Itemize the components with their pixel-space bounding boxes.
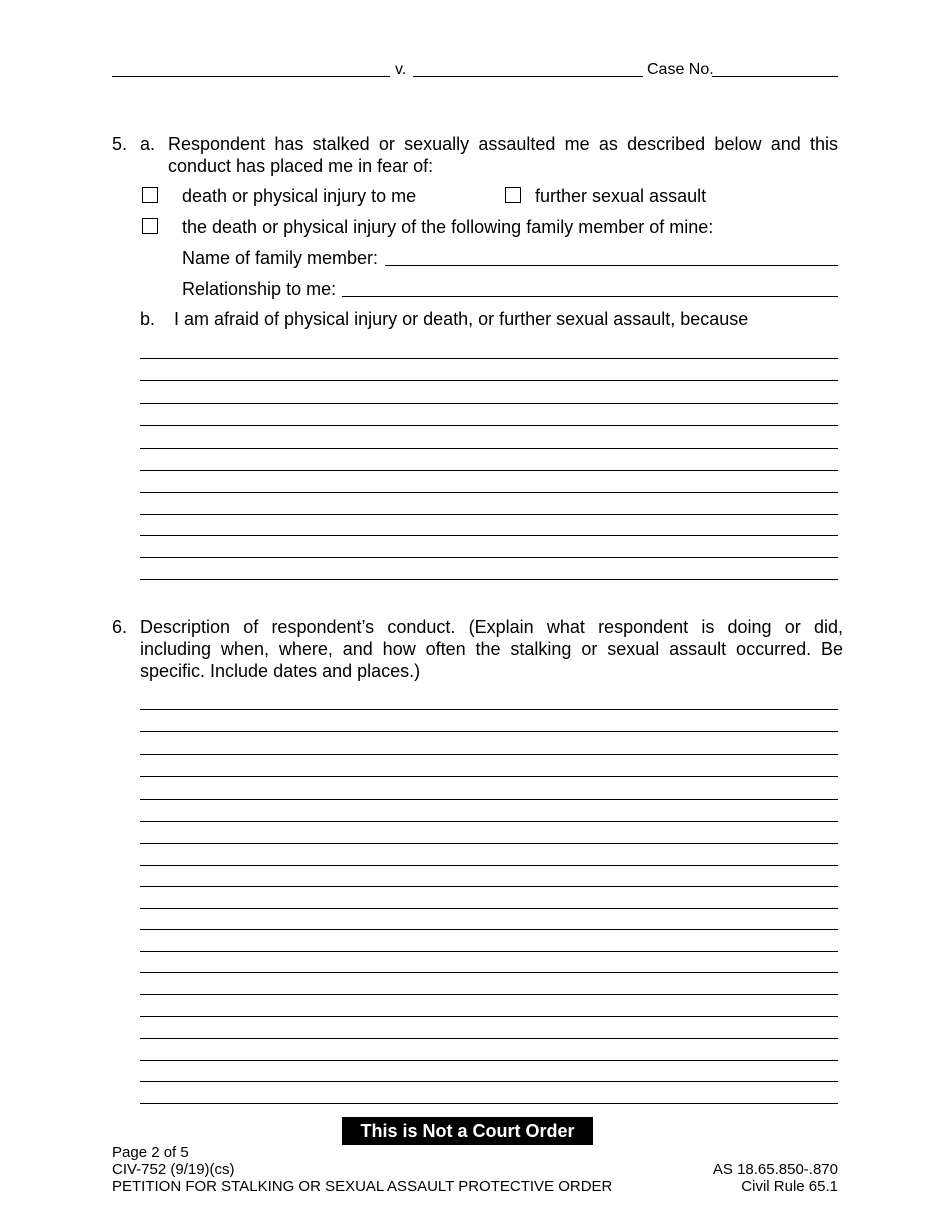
section-5b-text: I am afraid of physical injury or death, or further sexual assault, because: [174, 309, 749, 329]
section-6-line-2: including when, where, and how often the stalking or sexual assault occurred. Be: [140, 639, 843, 659]
answer-line[interactable]: [140, 754, 838, 755]
answer-line[interactable]: [140, 929, 838, 930]
respondent-name-field[interactable]: [413, 76, 643, 77]
answer-line[interactable]: [140, 731, 838, 732]
answer-line[interactable]: [140, 492, 838, 493]
answer-line[interactable]: [140, 1081, 838, 1082]
not-court-order-banner: This is Not a Court Order: [342, 1117, 593, 1145]
answer-line[interactable]: [140, 470, 838, 471]
option-further-sexual-assault-label: further sexual assault: [535, 186, 707, 206]
section-5a-line-2: conduct has placed me in fear of:: [168, 156, 434, 176]
answer-line[interactable]: [140, 951, 838, 952]
answer-line[interactable]: [140, 403, 838, 404]
footer-form-code: CIV-752 (9/19)(cs): [112, 1161, 235, 1178]
footer-page-number: Page 2 of 5: [112, 1144, 189, 1161]
answer-line[interactable]: [140, 1038, 838, 1039]
family-member-name-label: Name of family member:: [182, 248, 379, 268]
section-5a-line-1: Respondent has stalked or sexually assaulted me as described below and this: [168, 134, 838, 154]
option-death-injury-me-label: death or physical injury to me: [182, 186, 417, 206]
section-5-number: 5.: [112, 134, 128, 154]
checkbox-family-member[interactable]: [142, 218, 158, 234]
answer-line[interactable]: [140, 557, 838, 558]
answer-line[interactable]: [140, 425, 838, 426]
relationship-field[interactable]: [342, 296, 838, 297]
section-5b-label: b.: [140, 309, 156, 329]
petitioner-name-field[interactable]: [112, 76, 390, 77]
option-family-member-label: the death or physical injury of the following family member of mine:: [182, 217, 714, 237]
case-no-label: Case No.: [647, 61, 714, 78]
answer-line[interactable]: [140, 843, 838, 844]
section-5a-label: a.: [140, 134, 156, 154]
answer-line[interactable]: [140, 1060, 838, 1061]
section-5a-text: [168, 133, 838, 177]
answer-line[interactable]: [140, 1016, 838, 1017]
section-6-text: [140, 616, 843, 682]
section-6-number: 6.: [112, 617, 128, 637]
answer-line[interactable]: [140, 1103, 838, 1104]
versus-label: v.: [395, 61, 407, 78]
section-6-line-3: specific. Include dates and places.): [140, 661, 421, 681]
family-member-name-field[interactable]: [385, 265, 838, 266]
answer-line[interactable]: [140, 448, 838, 449]
answer-line[interactable]: [140, 821, 838, 822]
answer-line[interactable]: [140, 908, 838, 909]
case-no-field[interactable]: [712, 76, 838, 77]
answer-line[interactable]: [140, 709, 838, 710]
answer-line[interactable]: [140, 358, 838, 359]
footer-form-title: PETITION FOR STALKING OR SEXUAL ASSAULT PROTECTIVE ORDER: [112, 1178, 613, 1195]
footer-statute: AS 18.65.850-.870: [712, 1161, 838, 1178]
answer-line[interactable]: [140, 799, 838, 800]
answer-line[interactable]: [140, 579, 838, 580]
answer-line[interactable]: [140, 535, 838, 536]
footer-rule: Civil Rule 65.1: [741, 1178, 838, 1195]
answer-line[interactable]: [140, 865, 838, 866]
section-6-line-1: Description of respondent’s conduct. (Explain what respondent is doing or did,: [140, 617, 843, 637]
answer-line[interactable]: [140, 776, 838, 777]
relationship-label: Relationship to me:: [182, 279, 337, 299]
answer-line[interactable]: [140, 886, 838, 887]
answer-line[interactable]: [140, 994, 838, 995]
answer-line[interactable]: [140, 380, 838, 381]
answer-line[interactable]: [140, 514, 838, 515]
checkbox-further-sexual-assault[interactable]: [505, 187, 521, 203]
answer-line[interactable]: [140, 972, 838, 973]
checkbox-death-injury-me[interactable]: [142, 187, 158, 203]
